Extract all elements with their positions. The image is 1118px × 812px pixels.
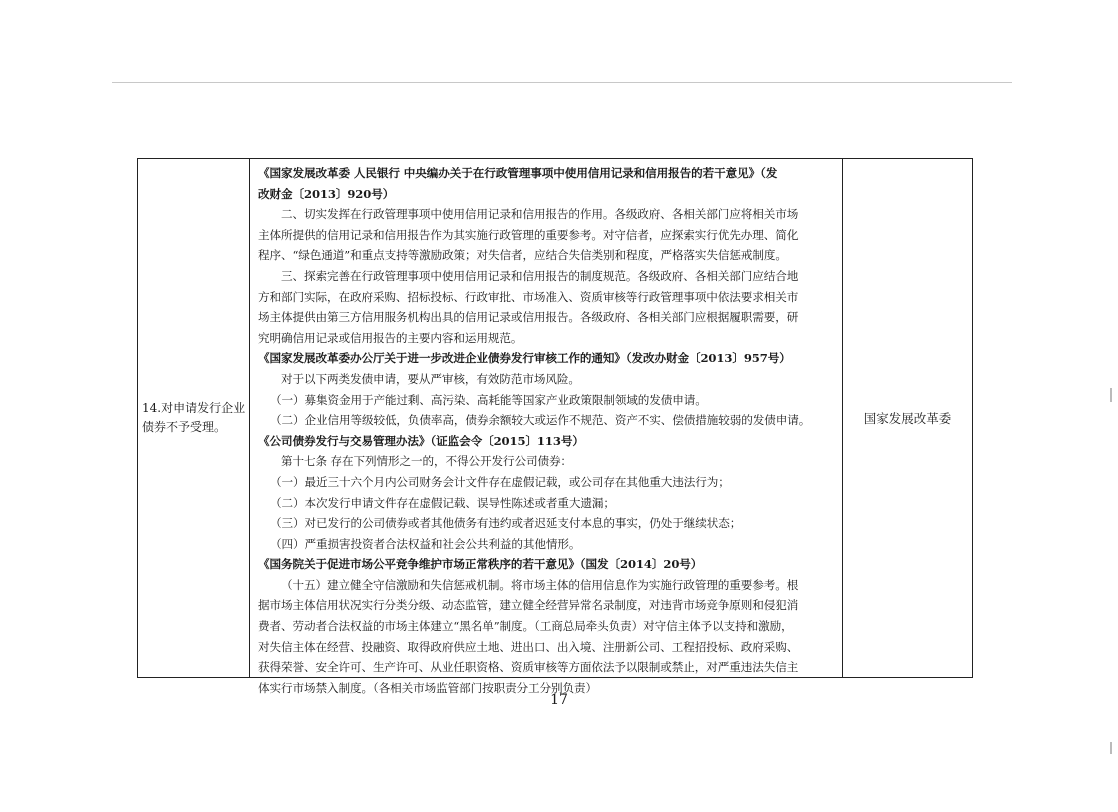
document-text-line: （二）本次发行申请文件存在虚假记载、误导性陈述或者重大遗漏；	[270, 495, 615, 510]
document-text-line: 体实行市场禁入制度。（各相关市场监管部门按职责分工分别负责）	[258, 680, 598, 695]
document-text-line: 场主体提供由第三方信用服务机构出具的信用记录或信用报告。各级政府、各相关部门应根据履职需要，研	[258, 310, 799, 325]
scan-edge-mark	[1110, 742, 1112, 754]
document-text-line: 方和部门实际，在政府采购、招标投标、行政审批、市场准入、资质审核等行政管理事项中依法要求相关市	[258, 289, 799, 304]
document-text-line: （四）严重损害投资者合法权益和社会公共利益的其他情形。	[270, 536, 581, 551]
document-heading-line: 改财金〔2013〕920号）	[258, 186, 395, 201]
document-text-line: 二、切实发挥在行政管理事项中使用信用记录和信用报告的作用。各级政府、各相关部门应将相关市场	[281, 207, 799, 222]
document-heading-line: 《公司债券发行与交易管理办法》（证监会令〔2015〕113号）	[258, 433, 584, 448]
document-text-line: 获得荣誉、安全许可、生产许可、从业任职资格、资质审核等方面依法予以限制或禁止，对严重违法失信主	[258, 660, 799, 675]
document-heading-line: 《国务院关于促进市场公平竞争维护市场正常秩序的若干意见》（国发〔2014〕20号）	[258, 557, 703, 572]
document-text-line: （一）募集资金用于产能过剩、高污染、高耗能等国家产业政策限制领域的发债申请。	[270, 392, 707, 407]
item-cell	[138, 159, 250, 677]
document-heading-line: 《国家发展改革委办公厅关于进一步改进企业债券发行审核工作的通知》（发改办财金〔2013〕957号）	[258, 351, 791, 366]
page-number: 17	[550, 692, 568, 708]
document-text-line: 对于以下两类发债申请，要从严审核，有效防范市场风险。	[281, 371, 580, 386]
basis-cell	[250, 159, 843, 695]
document-text-line: 三、探索完善在行政管理事项中使用信用记录和信用报告的制度规范。各级政府、各相关部门应结合地	[281, 268, 799, 283]
document-text-line: （十五）建立健全守信激励和失信惩戒机制。将市场主体的信用信息作为实施行政管理的重要参考。根	[281, 577, 799, 592]
document-text-line: 据市场主体信用状况实行分类分级、动态监管，建立健全经营异常名录制度，对违背市场竞争原则和侵犯消	[258, 598, 799, 613]
scan-top-rule	[112, 82, 1012, 83]
scan-edge-mark	[1110, 388, 1112, 402]
document-text-line: 对失信主体在经营、投融资、取得政府供应土地、进出口、出入境、注册新公司、工程招投标、政府采购、	[258, 639, 799, 654]
document-text-line: 究明确信用记录或信用报告的主要内容和运用规范。	[258, 330, 523, 345]
document-text-line: 费者、劳动者合法权益的市场主体建立“黑名单”制度。（工商总局牵头负责）对守信主体予以支持和激励，	[258, 619, 793, 634]
document-heading-line: 《国家发展改革委 人民银行 中央编办关于在行政管理事项中使用信用记录和信用报告的若干意见》（发	[258, 166, 778, 180]
policy-table	[137, 158, 973, 695]
department-cell	[843, 159, 972, 677]
document-text-line: （一）最近三十六个月内公司财务会计文件存在虚假记载，或公司存在其他重大违法行为；	[270, 474, 730, 489]
item-label: 14.对申请发行企业债券不予受理。	[142, 401, 246, 434]
document-text-line: 主体所提供的信用记录和信用报告作为其实施行政管理的重要参考。对守信者，应探索实行优先办理、简化	[258, 227, 799, 242]
document-text-line: 程序、“绿色通道”和重点支持等激励政策；对失信者，应结合失信类别和程度，严格落实失信惩戒制度。	[258, 248, 787, 263]
document-text-line: （二）企业信用等级较低，负债率高，债券余额较大或运作不规范、资产不实、偿债措施较弱的发债申请。	[270, 413, 811, 428]
document-text-line: 第十七条 存在下列情形之一的，不得公开发行公司债券：	[281, 454, 572, 469]
document-text-line: （三）对已发行的公司债券或者其他债务有违约或者迟延支付本息的事实，仍处于继续状态；	[270, 516, 742, 531]
department-label: 国家发展改革委	[863, 411, 952, 426]
